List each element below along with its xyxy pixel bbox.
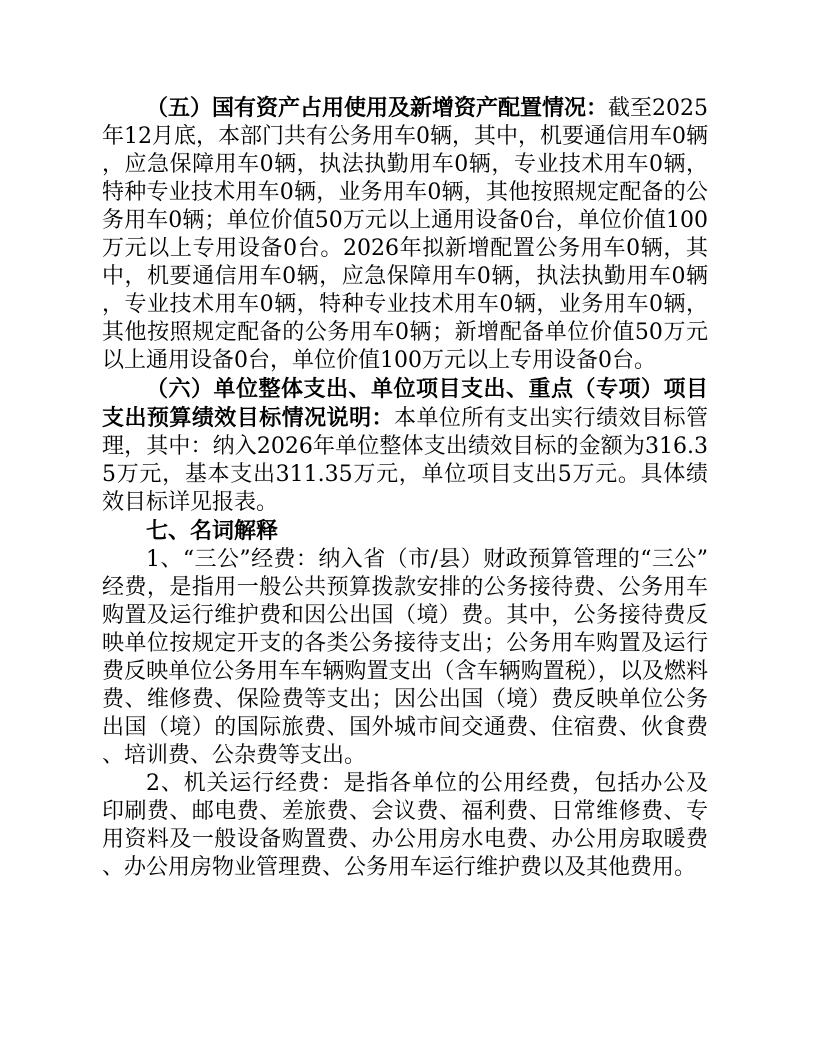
heading-terminology-label: 七、名词解释 (146, 518, 279, 544)
paragraph-agency-operating-costs (102, 770, 708, 882)
paragraph-state-assets-lead: （五）国有资产占用使用及新增资产配置情况： (146, 95, 609, 121)
document-body (102, 94, 708, 882)
paragraph-three-public-funds-body: 1、“三公”经费：纳入省（市/县）财政预算管理的“三公”经费，是指用一般公共预算拨款安排的公务接待费、公务用车购置及运行维护费和因公出国（境）费。其中，公务接待费反映单位按规定开支的各类公务接待支出；公务用车购置及运行费反映单位公务用车车辆购置支出（含车辆购置税），以及燃料费、维修费、保险费等支出；因公出国（境）费反映单位公务出国（境）的国际旅费、国外城市间交通费、住宿费、伙食费、培训费、公杂费等支出。 (102, 547, 708, 768)
paragraph-performance-targets-body: 本单位所有支出实行绩效目标管理，其中：纳入2026年单位整体支出绩效目标的金额为316.35万元，基本支出311.35万元，单位项目支出5万元。具体绩效目标详见报表。 (102, 406, 708, 515)
paragraph-agency-operating-costs-body: 2、机关运行经费：是指各单位的公用经费，包括办公及印刷费、邮电费、差旅费、会议费、福利费、日常维修费、专用资料及一般设备购置费、办公用房水电费、办公用房取暖费、办公用房物业管理费、公务用车运行维护费以及其他费用。 (102, 771, 708, 880)
paragraph-performance-targets-lead: （六）单位整体支出、单位项目支出、重点（专项）项目支出预算绩效目标情况说明： (102, 376, 708, 431)
heading-terminology (102, 517, 708, 546)
paragraph-state-assets-body: 截至2025年12月底，本部门共有公务用车0辆，其中，机要通信用车0辆，应急保障用车0辆，执法执勤用车0辆，专业技术用车0辆，特种专业技术用车0辆，业务用车0辆，其他按照规定配备的公务用车0辆；单位价值50万元以上通用设备0台，单位价值100万元以上专用设备0台。2026年拟新增配置公务用车0辆，其中，机要通信用车0辆，应急保障用车0辆，执法执勤用车0辆，专业技术用车0辆，特种专业技术用车0辆，业务用车0辆，其他按照规定配备的公务用车0辆；新增配备单位价值50万元以上通用设备0台，单位价值100万元以上专用设备0台。 (102, 96, 709, 373)
paragraph-performance-targets (102, 375, 708, 517)
paragraph-three-public-funds (102, 546, 708, 770)
paragraph-state-assets (102, 94, 708, 375)
